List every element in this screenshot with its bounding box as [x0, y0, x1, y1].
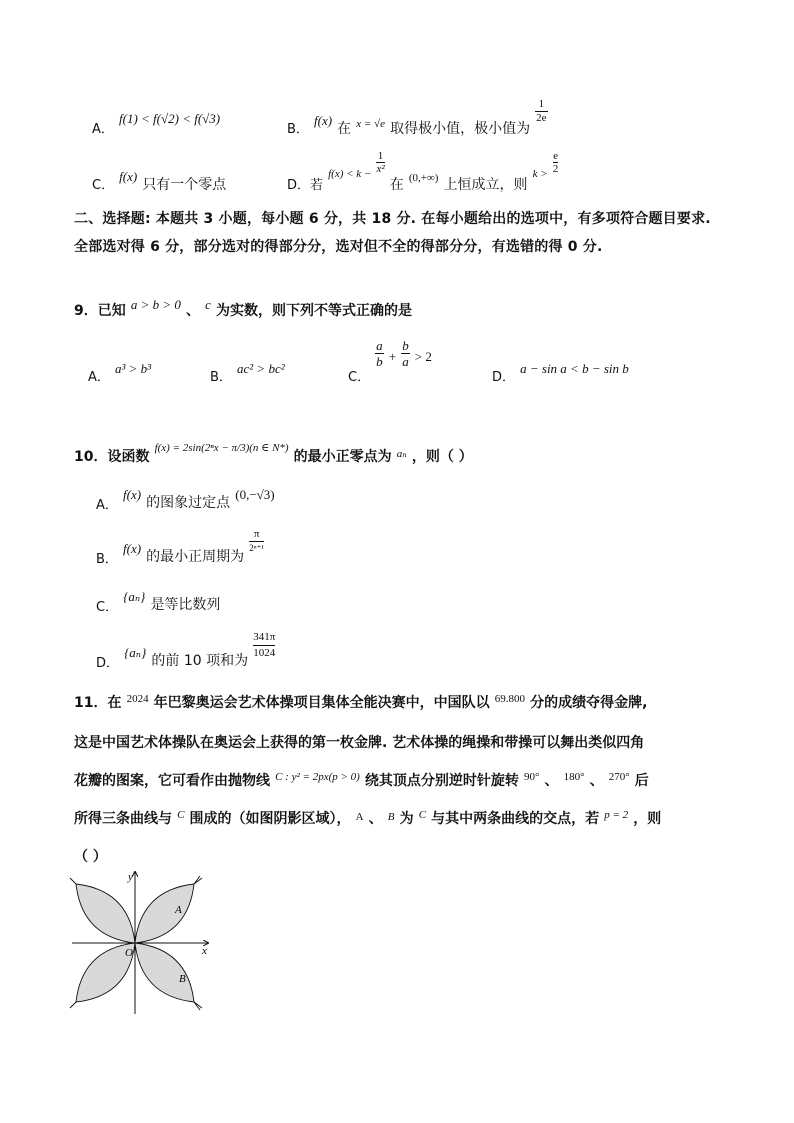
q10-option-a: [96, 484, 275, 513]
q9-option-b: [210, 358, 285, 385]
y-axis-label: y: [128, 871, 133, 883]
separator: 、: [368, 811, 383, 827]
math-angle: 90°: [524, 771, 540, 783]
option-label: A．: [92, 122, 114, 137]
math-c: C: [177, 809, 185, 821]
math-k-gt: k >: [532, 168, 548, 180]
math-sequence: {aₙ}: [123, 589, 146, 604]
q9-option-a: [88, 358, 152, 385]
q9-option-c: [348, 338, 432, 385]
text: 是等比数列: [150, 597, 221, 613]
fraction-denominator: x²: [376, 163, 385, 175]
question-text: 分的成绩夺得金牌,: [530, 695, 648, 711]
option-label: C．: [96, 600, 119, 615]
fraction-numerator: b: [402, 338, 409, 353]
math-expression: f(1) < f(√2) < f(√3): [119, 111, 221, 126]
math-expression: a − sin a < b − sin b: [520, 361, 629, 376]
fraction: [553, 150, 559, 175]
petal-figure: [68, 868, 218, 1018]
q10-option-b: [96, 528, 265, 567]
math-angle: 270°: [608, 771, 630, 783]
q8-option-d: [287, 150, 559, 193]
math-score: 69.800: [494, 693, 526, 705]
fraction-denominator: 2: [552, 163, 559, 175]
fraction-denominator: b: [376, 354, 383, 369]
option-label: B．: [210, 370, 232, 385]
fraction-numerator: 1: [377, 150, 384, 162]
question-text: 后: [634, 773, 649, 789]
question-text: 的最小正零点为: [293, 449, 392, 465]
q10-option-c: [96, 586, 221, 615]
question-text: 所得三条曲线与: [74, 811, 172, 827]
q11-line-4: [74, 808, 661, 828]
math-angle: 180°: [563, 771, 585, 783]
q9-stem: [74, 297, 412, 320]
section-heading: 二、选择题: 本题共 3 小题，每小题 6 分，共 18 分. 在每小题给出的选项中，有多项符合题目要求. 全部选对得 6 分，部分选对的得部分分，选对但不全的得部分分，有选错的得 0 分.: [74, 211, 711, 255]
math-year: 2024: [126, 693, 149, 705]
plus-sign: +: [388, 349, 397, 364]
math-b: B: [387, 811, 395, 823]
fraction: [376, 150, 384, 175]
point-a-label: A: [175, 904, 182, 916]
math-a-gt-b-gt-0: a > b > 0: [130, 297, 181, 312]
fraction-numerator: e: [553, 150, 558, 162]
option-label: B．: [287, 122, 309, 137]
q9-option-d: [492, 358, 629, 385]
math-fx: f(x): [314, 113, 333, 128]
fraction-numerator: 341π: [253, 631, 276, 643]
fraction: [401, 338, 410, 369]
option-label: C．: [92, 178, 115, 193]
question-text: 9．已知: [74, 303, 126, 319]
math-interval: (0,+∞): [408, 172, 439, 184]
question-text: 为实数，则下列不等式正确的是: [215, 303, 412, 319]
question-text: ，则: [633, 811, 662, 827]
option-label: B．: [96, 552, 118, 567]
text: 的图象过定点: [146, 495, 231, 511]
option-label: A．: [96, 498, 118, 513]
text: 的最小正周期为: [146, 549, 245, 565]
question-text: 11．在: [74, 695, 122, 711]
option-label: D．: [492, 370, 516, 385]
fraction-denominator: 1024: [253, 647, 276, 659]
math-sequence: {aₙ}: [124, 645, 147, 660]
option-label: C．: [348, 370, 371, 385]
math-a-n: aₙ: [396, 448, 407, 460]
q11-answer-bracket: （ ）: [74, 849, 107, 865]
math-c: C: [418, 809, 427, 821]
fraction: [249, 528, 264, 554]
math-c: c: [205, 297, 211, 312]
petal-upper-left: [76, 884, 135, 943]
text: 在: [389, 177, 404, 193]
question-text: 与其中两条曲线的交点，若: [431, 811, 600, 827]
point-b-label: B: [179, 973, 186, 985]
fraction-numerator: π: [253, 528, 260, 540]
math-p-eq-2: p = 2: [604, 809, 629, 821]
math-fx: f(x): [123, 541, 142, 556]
q8-option-b: [287, 98, 548, 137]
q11-line-1: [74, 692, 647, 712]
fraction: [253, 630, 275, 661]
x-axis-label: x: [202, 945, 207, 957]
question-text: 围成的（如图阴影区域），: [189, 811, 351, 827]
separator: 、: [544, 773, 559, 789]
math-parabola: C : y² = 2px(p > 0): [275, 771, 360, 783]
question-text: 年巴黎奥运会艺术体操项目集体全能决赛中，中国队以: [153, 695, 490, 711]
question-text: 花瓣的图案，它可看作由抛物线: [74, 773, 270, 789]
math-fx: f(x): [119, 169, 138, 184]
q10-option-d: [96, 630, 276, 671]
fraction-numerator: 1: [538, 98, 545, 110]
question-text: 为: [399, 811, 414, 827]
text: 取得极小值，极小值为: [390, 121, 531, 137]
text: 只有一个零点: [142, 177, 227, 193]
question-text: ，则（ ）: [411, 449, 473, 465]
q8-option-c: [92, 160, 227, 193]
option-label: D．: [96, 656, 120, 671]
separator: 、: [185, 303, 200, 319]
fraction-denominator: 2ⁿ⁺¹: [249, 543, 265, 553]
q11-line-2: 这是中国艺术体操队在奥运会上获得的第一枚金牌. 艺术体操的绳操和带操可以舞出类似四角: [74, 735, 645, 751]
text: 在: [337, 121, 352, 137]
question-text: 10．设函数: [74, 449, 150, 465]
fraction-numerator: a: [376, 338, 383, 353]
q8-option-a: [92, 108, 221, 137]
math-expression: a³ > b³: [115, 361, 152, 376]
text: 的前 10 项和为: [151, 653, 249, 669]
text: 上恒成立，则: [443, 177, 528, 193]
math-expression: > 2: [414, 349, 432, 364]
math-fx: f(x): [123, 487, 142, 502]
q11-line-3: [74, 770, 649, 790]
fraction: [535, 98, 547, 125]
math-function-def: f(x) = 2sin(2ⁿx − π/3)(n ∈ N*): [154, 442, 289, 454]
math-expression: ac² > bc²: [237, 361, 285, 376]
math-fx-lt-k: f(x) < k −: [328, 168, 372, 180]
option-label: D．若: [287, 178, 324, 193]
math-x-eq-sqrt-e: x = √e: [356, 118, 385, 130]
fraction-denominator: 2e: [536, 112, 547, 124]
origin-label: O: [125, 947, 133, 959]
separator: 、: [589, 773, 604, 789]
fraction-denominator: a: [402, 354, 409, 369]
option-label: A．: [88, 370, 110, 385]
question-text: 绕其顶点分别逆时针旋转: [364, 773, 519, 789]
fraction: [375, 338, 384, 369]
math-a: A: [355, 811, 364, 823]
math-point: (0,−√3): [235, 487, 275, 502]
petal-upper-right: [135, 884, 194, 943]
